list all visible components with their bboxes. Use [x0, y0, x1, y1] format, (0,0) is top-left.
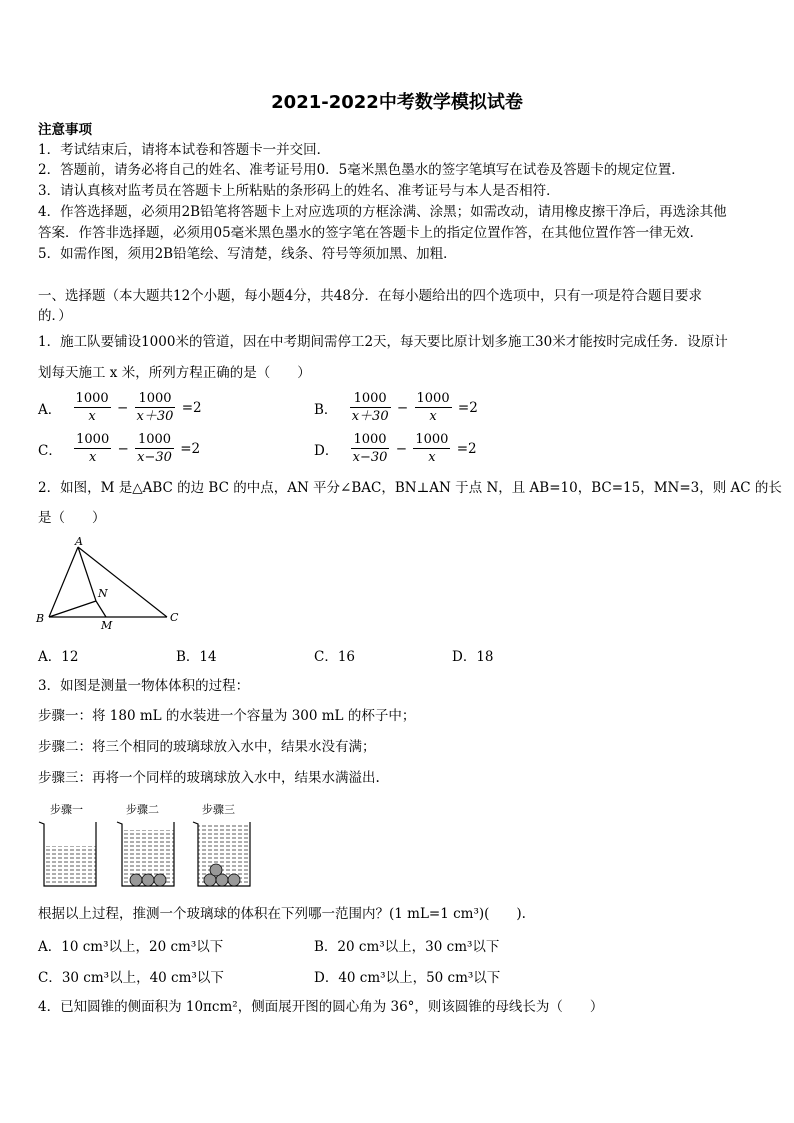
glass-ball [210, 864, 222, 876]
denominator: x [428, 450, 436, 465]
beaker-3-label: 步骤三 [202, 803, 235, 816]
q2-option-a: A．12 [38, 649, 79, 665]
q1-stem: 1．施工队要铺设1000米的管道，因在中考期间需停工2天，每天要比原计划多施工30米才能按时完成任务．设原计 [38, 334, 728, 350]
fraction [74, 431, 111, 466]
section-heading: 一、选择题（本大题共12个小题，每小题4分，共48分．在每小题给出的四个选项中，只有一项是符合题目要求 [38, 288, 702, 304]
note-item: 4．作答选择题，必须用2B铅笔将答题卡上对应选项的方框涂满、涂黑；如需改动，请用橡皮擦干净后，再选涂其他 [38, 204, 727, 220]
glass-ball [228, 874, 240, 886]
q2-option-c: C．16 [314, 649, 356, 665]
side-ab [49, 547, 78, 617]
q1-option-a [38, 390, 204, 425]
numerator: 1000 [135, 431, 174, 449]
side-ac [78, 547, 167, 617]
numerator: 1000 [416, 391, 450, 406]
page-title: 2021-2022中考数学模拟试卷 [271, 92, 523, 113]
denominator: x−30 [352, 450, 388, 465]
q3-step-3: 步骤三：再将一个同样的玻璃球放入水中，结果水满溢出. [38, 770, 380, 786]
beaker-2-label: 步骤二 [126, 803, 159, 816]
label-c: C [170, 611, 179, 624]
q3-option-d: D．40 cm³以上，50 cm³以下 [314, 970, 501, 986]
q1-stem-cont: 划每天施工 x 米，所列方程正确的是（ ） [38, 365, 311, 381]
minus-sign: − [396, 399, 409, 416]
fraction [350, 390, 391, 425]
notes-heading: 注意事项 [38, 122, 92, 138]
fraction [413, 431, 450, 466]
triangle-figure [30, 535, 190, 630]
denominator: x−30 [137, 450, 172, 465]
beaker-1-label: 步骤一 [50, 803, 83, 816]
note-item: 答案．作答非选择题，必须用05毫米黑色墨水的签字笔在答题卡上的指定位置作答，在其他位置作答一律无效． [38, 225, 704, 241]
q1-option-b [314, 390, 480, 425]
equation-rhs: =2 [457, 399, 478, 416]
beakers-figure [34, 800, 264, 892]
segment-bn [49, 601, 96, 617]
q3-option-c: C．30 cm³以上，40 cm³以下 [38, 970, 224, 986]
denominator: x＋30 [136, 409, 174, 424]
option-label: C． [38, 442, 62, 459]
q2-stem: 2．如图，M 是△ABC 的边 BC 的中点，AN 平分∠BAC，BN⊥AN 于点 N，且 AB=10，BC=15，MN=3，则 AC 的长 [38, 480, 782, 496]
equation-rhs: =2 [180, 440, 201, 457]
denominator: x [89, 450, 97, 465]
fraction [351, 431, 390, 466]
q1-option-c [38, 431, 202, 466]
q3-option-a: A．10 cm³以上，20 cm³以下 [38, 939, 224, 955]
q3-step-1: 步骤一：将 180 mL 的水装进一个容量为 300 mL 的杯子中； [38, 708, 416, 724]
note-item: 5．如需作图，须用2B铅笔绘、写清楚，线条、符号等须加黑、加粗． [38, 246, 457, 262]
note-item: 1．考试结束后，请将本试卷和答题卡一并交回． [38, 142, 331, 158]
q3-option-b: B．20 cm³以上，30 cm³以下 [314, 939, 500, 955]
q2-stem-cont: 是（ ） [38, 510, 106, 526]
label-m: M [101, 619, 113, 630]
q3-question: 根据以上过程，推测一个玻璃球的体积在下列哪一范围内？(1 mL=1 cm³)( ). [38, 906, 526, 922]
option-label: B． [314, 401, 338, 418]
minus-sign: − [116, 399, 129, 416]
glass-ball [142, 874, 154, 886]
label-b: B [36, 612, 45, 625]
numerator: 1000 [351, 431, 390, 449]
equation-rhs: =2 [456, 440, 477, 457]
note-item: 2．答题前，请务必将自己的姓名、准考证号用0．5毫米黑色墨水的签字笔填写在试卷及答题卡的规定位置． [38, 162, 685, 178]
denominator: x [429, 409, 437, 424]
numerator: 1000 [350, 390, 391, 408]
segment-an [78, 547, 96, 601]
q2-option-b: B．14 [176, 649, 217, 665]
label-a: A [75, 535, 83, 548]
section-heading-cont: 的．） [38, 308, 72, 324]
numerator: 1000 [415, 432, 449, 447]
label-n: N [98, 587, 108, 600]
q1-option-d [314, 431, 479, 466]
numerator: 1000 [75, 391, 109, 406]
beaker-1-water [44, 846, 96, 886]
fraction [135, 390, 176, 425]
minus-sign: − [117, 440, 129, 457]
option-label: A． [38, 401, 62, 418]
segment-nm [96, 601, 106, 617]
fraction [135, 431, 174, 466]
numerator: 1000 [135, 390, 176, 408]
denominator: x＋30 [351, 409, 389, 424]
glass-ball [130, 874, 142, 886]
option-label: D． [314, 442, 339, 459]
equation-rhs: =2 [181, 399, 202, 416]
q4-stem: 4．已知圆锥的侧面积为 10πcm²，侧面展开图的圆心角为 36°，则该圆锥的母线长为（ ） [38, 999, 604, 1015]
q3-stem: 3．如图是测量一物体体积的过程： [38, 678, 250, 694]
denominator: x [88, 409, 96, 424]
fraction [74, 390, 111, 425]
fraction [415, 390, 452, 425]
minus-sign: − [395, 440, 408, 457]
q2-option-d: D．18 [452, 649, 494, 665]
numerator: 1000 [76, 432, 110, 447]
note-item: 3．请认真核对监考员在答题卡上所粘贴的条形码上的姓名、准考证号与本人是否相符． [38, 183, 560, 199]
q3-step-2: 步骤二：将三个相同的玻璃球放入水中，结果水没有满； [38, 739, 376, 755]
glass-ball [154, 874, 166, 886]
